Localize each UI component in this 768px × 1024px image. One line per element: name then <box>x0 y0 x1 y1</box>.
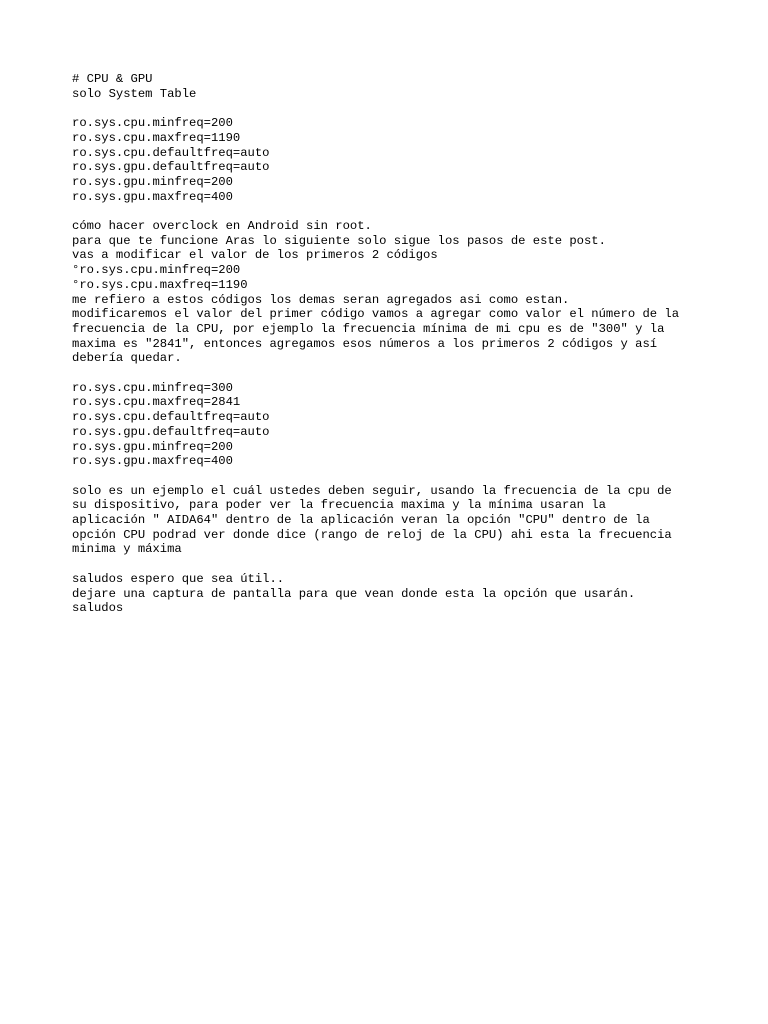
text-line: solo es un ejemplo el cuál ustedes deben seguir, usando la frecuencia de la cpu de <box>72 483 672 498</box>
blank-line <box>72 101 712 116</box>
text-line: solo System Table <box>72 86 197 101</box>
text-line: minima y máxima <box>72 542 182 557</box>
text-line: saludos espero que sea útil.. <box>72 571 285 586</box>
code-line: °ro.sys.cpu.minfreq=200 <box>72 263 241 278</box>
heading-line: # CPU & GPU <box>72 72 153 86</box>
blank-line <box>72 469 712 484</box>
blank-line <box>72 204 712 219</box>
code-line: ro.sys.cpu.minfreq=300 <box>72 380 233 395</box>
code-line: °ro.sys.cpu.maxfreq=1190 <box>72 277 248 292</box>
text-line: debería quedar. <box>72 351 182 366</box>
code-line: ro.sys.gpu.defaultfreq=auto <box>72 424 270 439</box>
code-line: ro.sys.gpu.maxfreq=400 <box>72 189 233 204</box>
code-line: ro.sys.cpu.minfreq=200 <box>72 116 233 131</box>
document-page <box>72 72 712 616</box>
text-line: saludos <box>72 601 124 616</box>
text-line: aplicación " AIDA64" dentro de la aplicación veran la opción "CPU" dentro de la <box>72 513 650 528</box>
text-line: frecuencia de la CPU, por ejemplo la frecuencia mínima de mi cpu es de "300" y la <box>72 321 665 336</box>
code-line: ro.sys.cpu.maxfreq=2841 <box>72 395 241 410</box>
text-line: dejare una captura de pantalla para que vean donde esta la opción que usarán. <box>72 586 636 601</box>
code-line: ro.sys.gpu.maxfreq=400 <box>72 454 233 469</box>
code-line: ro.sys.cpu.defaultfreq=auto <box>72 410 270 425</box>
blank-line <box>72 366 712 381</box>
text-line: vas a modificar el valor de los primeros 2 códigos <box>72 248 438 263</box>
code-line: ro.sys.cpu.maxfreq=1190 <box>72 130 241 145</box>
text-line: maxima es "2841", entonces agregamos esos números a los primeros 2 códigos y así <box>72 336 658 351</box>
code-line: ro.sys.gpu.minfreq=200 <box>72 439 233 454</box>
text-line: su dispositivo, para poder ver la frecuencia maxima y la mínima usaran la <box>72 498 606 513</box>
text-line: cómo hacer overclock en Android sin root. <box>72 219 372 233</box>
text-line: para que te funcione Aras lo siguiente solo sigue los pasos de este post. <box>72 233 606 248</box>
code-line: ro.sys.gpu.minfreq=200 <box>72 174 233 189</box>
blank-line <box>72 557 712 572</box>
text-line: me refiero a estos códigos los demas seran agregados asi como estan. <box>72 292 570 307</box>
code-line: ro.sys.gpu.defaultfreq=auto <box>72 160 270 175</box>
code-line: ro.sys.cpu.defaultfreq=auto <box>72 145 270 160</box>
text-line: opción CPU podrad ver donde dice (rango de reloj de la CPU) ahi esta la frecuencia <box>72 527 672 542</box>
text-line: modificaremos el valor del primer código vamos a agregar como valor el número de la <box>72 307 680 322</box>
